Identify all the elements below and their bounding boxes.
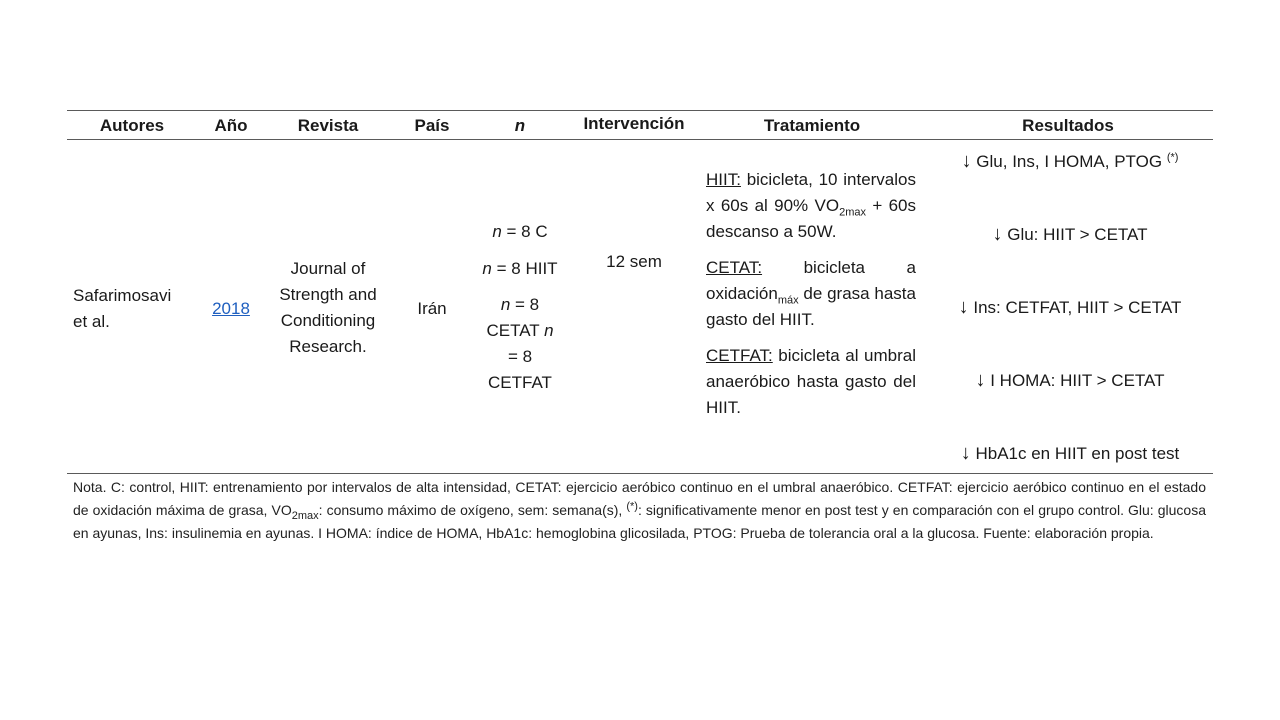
header-tratamiento: Tratamiento (763, 116, 861, 135)
header-n: n (514, 116, 526, 135)
cell-anio (200, 296, 262, 322)
resultado-5: ↓ HbA1c en HIIT en post test (960, 442, 1180, 464)
tratamiento-cetfat: CETFAT: bicicleta al umbral anaeróbico hasta gasto del HIIT. (706, 346, 916, 417)
resultado-1: ↓ Glu, Ins, I HOMA, PTOG (*) (961, 150, 1179, 172)
revista-line-4: Research. (289, 337, 367, 356)
n-group-cetfat-label: CETFAT (488, 373, 552, 392)
n-group-hiit: n = 8 HIIT (482, 259, 558, 278)
tratamiento-hiit: HIIT: bicicleta, 10 intervalos x 60s al 90% $VO_{2max} + 60s$ descanso a 50W. (706, 170, 916, 241)
table-top-rule (67, 110, 1213, 111)
cell-pais: Irán (417, 299, 447, 318)
header-intervencion: Intervención (583, 114, 685, 133)
resultado-3: ↓ Ins: CETFAT, HIIT > CETAT (958, 296, 1182, 318)
header-revista: Revista (297, 116, 359, 135)
down-arrow-icon: ↓ (975, 369, 986, 391)
cell-autores (73, 283, 198, 335)
resultado-4: ↓ I HOMA: HIIT > CETAT (975, 369, 1165, 391)
header-anio: Año (214, 116, 248, 135)
revista-line-3: Conditioning (280, 311, 376, 330)
revista-line-2: Strength and (279, 285, 377, 304)
header-bottom-rule (67, 139, 1213, 140)
n-group-cetat: n = 8 (500, 295, 540, 314)
n-group-cetat-label: CETAT n (486, 321, 554, 340)
cell-revista (266, 256, 390, 360)
table-bottom-rule (67, 473, 1213, 474)
down-arrow-icon: ↓ (958, 296, 969, 318)
cell-tratamiento (706, 167, 916, 421)
autores-line-2: et al. (73, 312, 110, 331)
table-note: Nota. C: control, HIIT: entrenamiento por intervalos de alta intensidad, CETAT: ejercicio aeróbico continuo en el umbral anaeróbico. CETFAT: ejercicio aeróbico continuo en el estado de oxidación máxima de grasa, $VO_{2max}$: consumo máximo de oxígeno, sem: semana(s), (*): significativamente menor en post test y en comparación con el grupo control. Glu: glucosa en ayunas, Ins: insulinemia en ayunas. I HOMA: índice de HOMA, HbA1c: hemoglobina glicosilada, PTOG: Prueba de tolerancia oral a la glucosa. Fuente: elaboración propia. (73, 479, 1207, 541)
header-autores: Autores (99, 116, 165, 135)
down-arrow-icon: ↓ (961, 150, 972, 172)
cell-intervencion: 12 sem (606, 252, 662, 271)
tratamiento-cetat: CETAT: bicicleta a oxidación$_{máx}$ de grasa hasta gasto del HIIT. (706, 258, 916, 329)
header-resultados: Resultados (1022, 116, 1114, 135)
resultado-2: ↓ Glu: HIIT > CETAT (992, 223, 1148, 245)
down-arrow-icon: ↓ (960, 442, 971, 464)
n-group-cetfat-count: = 8 (507, 347, 533, 366)
down-arrow-icon: ↓ (992, 223, 1003, 245)
year-link[interactable]: 2018 (212, 299, 250, 318)
autores-line-1: Safarimosavi (73, 286, 172, 305)
revista-line-1: Journal of (290, 259, 366, 278)
cell-n (472, 219, 568, 396)
n-group-control: n = 8 C (492, 222, 548, 241)
header-pais: País (414, 116, 450, 135)
